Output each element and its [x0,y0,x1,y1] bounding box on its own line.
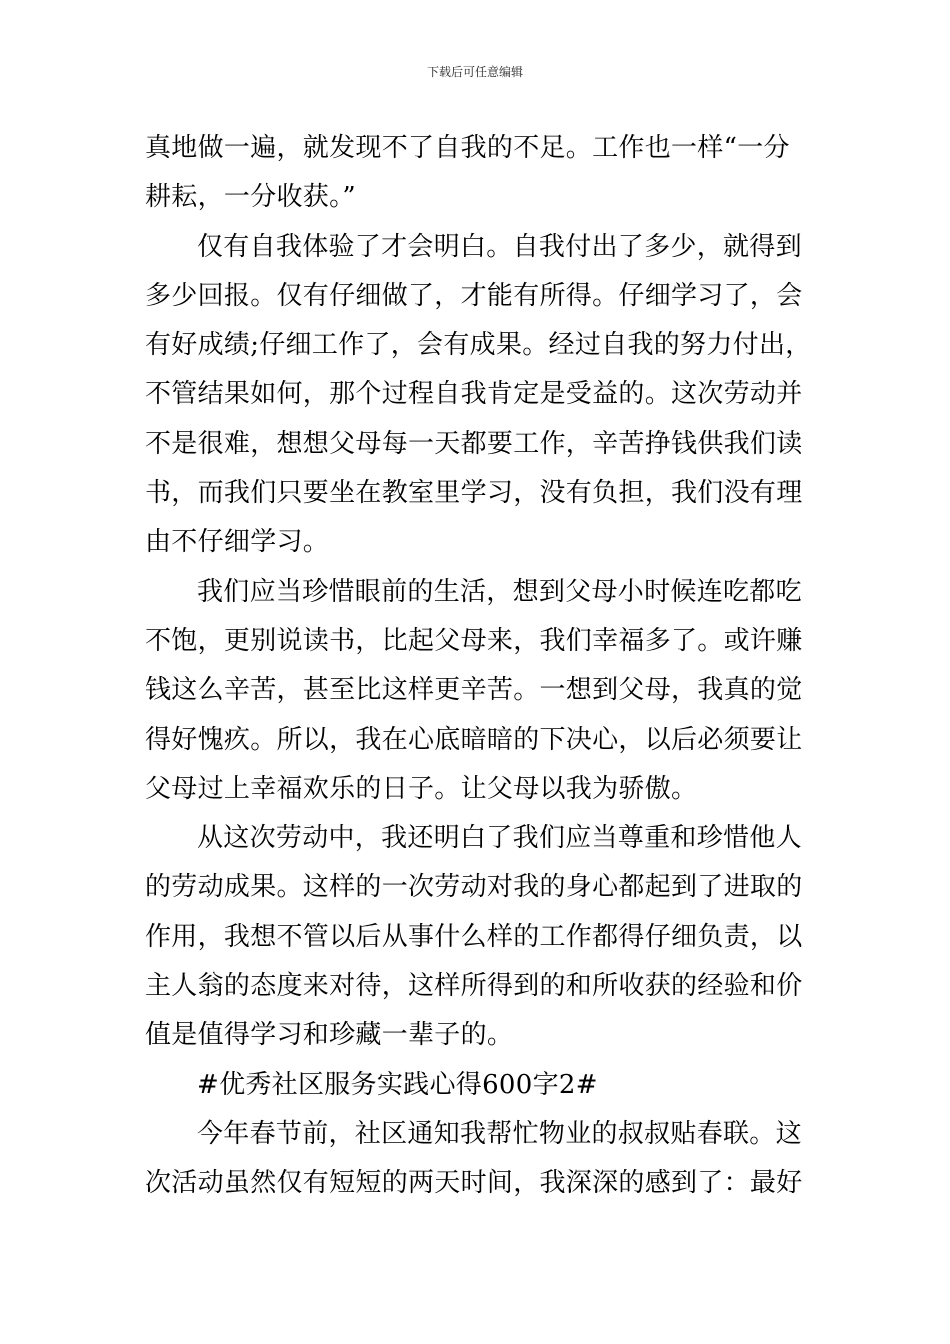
text-line: 不管结果如何，那个过程自我肯定是受益的。这次劳动并 [145,379,803,410]
text-line: 有好成绩;仔细工作了，会有成果。经过自我的努力付出， [145,330,812,361]
section-heading: #优秀社区服务实践心得600字2# [197,1069,598,1100]
text-line: 不是很难，想想父母每一天都要工作，辛苦挣钱供我们读 [145,428,803,459]
text-line: 作用，我想不管以后从事什么样的工作都得仔细负责，以 [145,921,803,952]
text-line: 多少回报。仅有仔细做了，才能有所得。仔细学习了，会 [145,280,803,311]
text-line: 由不仔细学习。 [145,527,330,558]
text-line: 书，而我们只要坐在教室里学习，没有负担，我们没有理 [145,478,803,509]
text-line: 真地做一遍，就发现不了自我的不足。工作也一样“一分 [145,133,790,163]
body-text [145,124,812,1209]
text-line: 得好愧疚。所以，我在心底暗暗的下决心，以后必须要让 [145,724,803,755]
header-note: 下载后可任意编辑 [426,65,523,79]
paragraph-start-line: 从这次劳动中，我还明白了我们应当尊重和珍惜他人 [197,823,802,854]
paragraph-start-line: 今年春节前，社区通知我帮忙物业的叔叔贴春联。这 [197,1118,802,1149]
text-line: 钱这么辛苦，甚至比这样更辛苦。一想到父母，我真的觉 [145,675,803,706]
text-line: 次活动虽然仅有短短的两天时间，我深深的感到了：最好 [145,1168,803,1199]
text-line: 主人翁的态度来对待，这样所得到的和所收获的经验和价 [145,971,803,1002]
text-line: 的劳动成果。这样的一次劳动对我的身心都起到了进取的 [145,872,803,903]
paragraph-start-line: 我们应当珍惜眼前的生活，想到父母小时候连吃都吃 [197,576,802,607]
text-line: 值是值得学习和珍藏一辈子的。 [145,1020,514,1051]
text-line: 耕耘，一分收获。” [145,182,356,213]
text-line: 父母过上幸福欢乐的日子。让父母以我为骄傲。 [145,773,698,804]
text-line: 不饱，更别说读书，比起父母来，我们幸福多了。或许赚 [145,625,803,656]
paragraph-start-line: 仅有自我体验了才会明白。自我付出了多少，就得到 [197,231,802,262]
